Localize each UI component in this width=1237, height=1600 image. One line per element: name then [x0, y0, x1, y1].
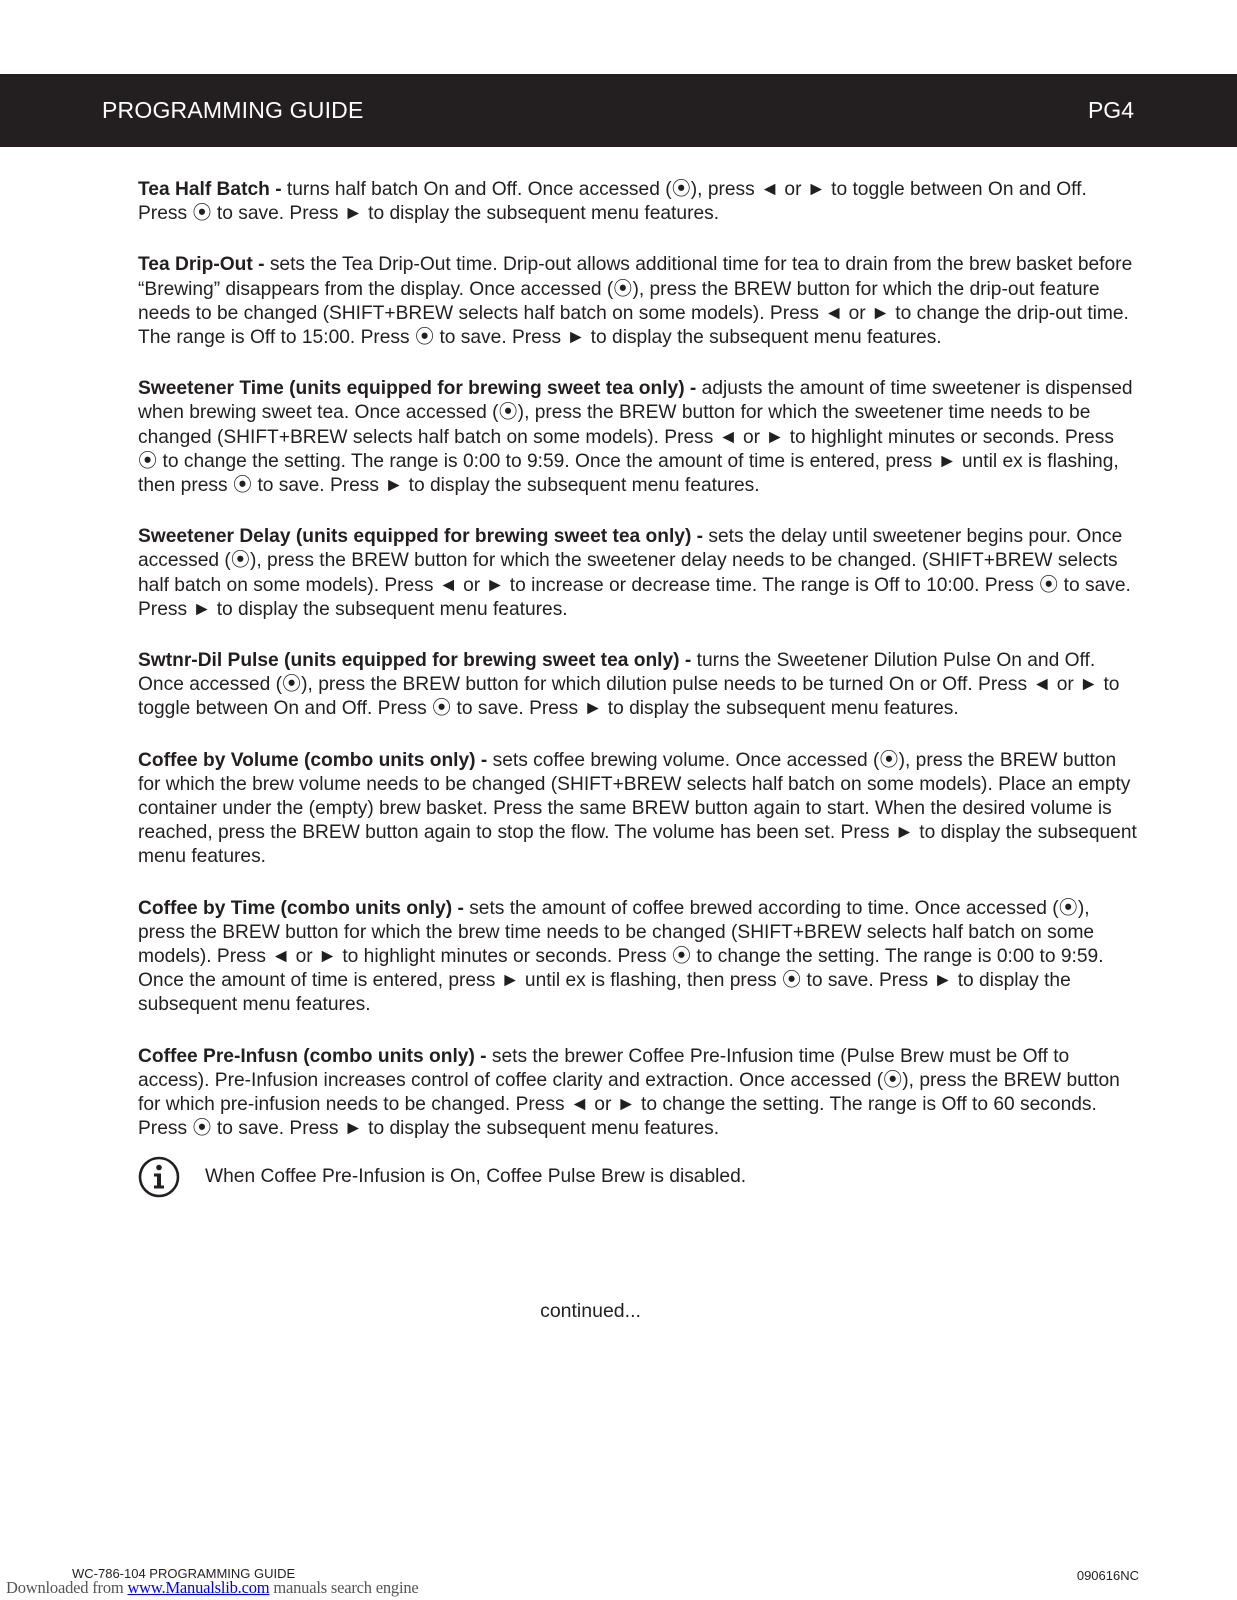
- header-bar: [0, 74, 1237, 147]
- section-term: Tea Drip-Out -: [138, 254, 270, 276]
- section-text: adjusts the amount of time sweetener is dispensed when brewing sweet tea. Once accessed (⦿), press the BREW button for which the sweetener time needs to be changed (SHIFT+BREW selects half batch on some models). Press ◄ or ► to highlight minutes or seconds. Press ⦿ to change the setting. The range is 0:00 to 9:59. Once the amount of time is entered, press ► until ex is flashing, then press ⦿ to save. Press ► to display the subsequent menu features.: [138, 378, 1133, 497]
- section-sweetener-time: [138, 377, 1138, 498]
- section-term: Coffee by Time (combo units only) -: [138, 897, 470, 919]
- section-tea-half-batch: [138, 178, 1138, 226]
- watermark-prefix: Downloaded from: [6, 1578, 128, 1597]
- section-coffee-by-time: [138, 897, 1138, 1018]
- section-term: Sweetener Time (units equipped for brewing sweet tea only) -: [138, 378, 702, 400]
- section-text: turns half batch On and Off. Once accessed (⦿), press ◄ or ► to toggle between On and Off. Press ⦿ to save. Press ► to display the subsequent menu features.: [138, 179, 1087, 225]
- page-number: PG4: [1087, 97, 1134, 123]
- section-sweetener-delay: [138, 525, 1138, 622]
- section-term: Tea Half Batch -: [138, 179, 287, 200]
- section-term: Swtnr-Dil Pulse (units equipped for brewing sweet tea only) -: [138, 650, 697, 672]
- content: [138, 178, 1138, 1204]
- section-term: Sweetener Delay (units equipped for brewing sweet tea only) -: [138, 526, 709, 548]
- note: [138, 1156, 1138, 1204]
- watermark: [6, 1578, 419, 1598]
- footer-doc-id: WC-786-104 PROGRAMMING GUIDE: [72, 1566, 296, 1581]
- section-text: turns the Sweetener Dilution Pulse On and Off. Once accessed (⦿), press the BREW button for which dilution pulse needs to be turned On or Off. Press ◄ or ► to toggle between On and Off. Press ⦿ to save. Press ► to display the subsequent menu features.: [138, 650, 1120, 720]
- section-text: sets the amount of coffee brewed according to time. Once accessed (⦿), press the BREW button for which the brew time needs to be changed (SHIFT+BREW selects half batch on some models). Press ◄ or ► to highlight minutes or seconds. Press ⦿ to change the setting. The range is 0:00 to 9:59. Once the amount of time is entered, press ► until ex is flashing, then press ⦿ to save. Press ► to display the subsequent menu features.: [138, 897, 1104, 1016]
- info-icon: [138, 1156, 180, 1198]
- section-coffee-pre-infusn: [138, 1045, 1138, 1142]
- section-coffee-by-volume: [138, 749, 1138, 870]
- section-text: sets coffee brewing volume. Once accessed (⦿), press the BREW button for which the brew volume needs to be changed (SHIFT+BREW selects half batch on some models). Place an empty container under the (empty) brew basket. Press the same BREW button again to start. When the desired volume is reached, press the BREW button again to stop the flow. The volume has been set. Press ► to display the subsequent menu features.: [138, 749, 1137, 868]
- note-text: When Coffee Pre-Infusion is On, Coffee Pulse Brew is disabled.: [205, 1165, 747, 1187]
- continued-label: continued...: [540, 1300, 641, 1322]
- watermark-link[interactable]: www.Manualslib.com: [127, 1578, 270, 1597]
- watermark-suffix: manuals search engine: [269, 1578, 419, 1597]
- section-text: sets the brewer Coffee Pre-Infusion time (Pulse Brew must be Off to access). Pre-Infusion increases control of coffee clarity and extraction. Once accessed (⦿), press the BREW button for which pre-infusion needs to be changed. Press ◄ or ► to change the setting. The range is Off to 60 seconds. Press ⦿ to save. Press ► to display the subsequent menu features.: [138, 1045, 1120, 1140]
- page-title: PROGRAMMING GUIDE: [102, 97, 364, 123]
- footer-code: 090616NC: [1076, 1568, 1139, 1583]
- section-term: Coffee Pre-Infusn (combo units only) -: [138, 1045, 492, 1067]
- section-text: sets the Tea Drip-Out time. Drip-out allows additional time for tea to drain from the brew basket before “Brewing” disappears from the display. Once accessed (⦿), press the BREW button for which the drip-out feature needs to be changed (SHIFT+BREW selects half batch on some models). Press ◄ or ► to change the drip-out time. The range is Off to 15:00. Press ⦿ to save. Press ► to display the subsequent menu features.: [138, 254, 1133, 349]
- section-text: sets the delay until sweetener begins pour. Once accessed (⦿), press the BREW button for which the sweetener delay needs to be changed. (SHIFT+BREW selects half batch on some models). Press ◄ or ► to increase or decrease time. The range is Off to 10:00. Press ⦿ to save. Press ► to display the subsequent menu features.: [138, 526, 1131, 620]
- section-tea-drip-out: [138, 253, 1138, 350]
- section-swtnr-dil-pulse: [138, 649, 1138, 722]
- section-term: Coffee by Volume (combo units only) -: [138, 749, 493, 771]
